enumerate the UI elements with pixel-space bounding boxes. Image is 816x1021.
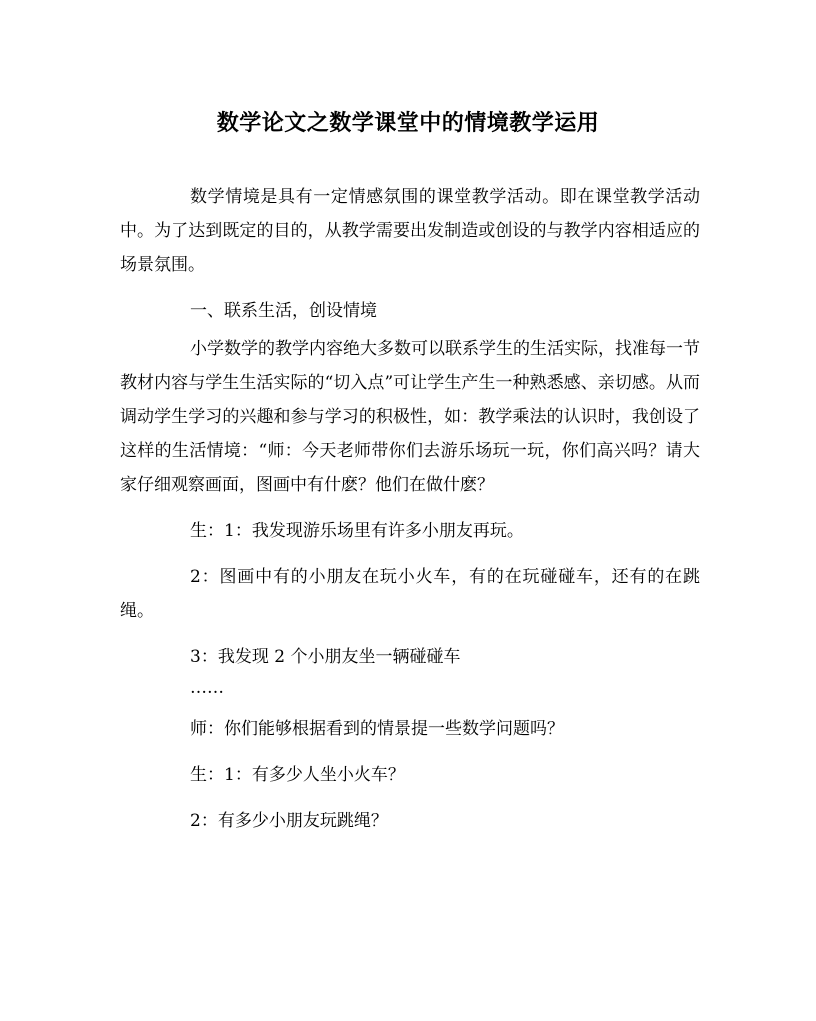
- section-heading-1: 一、联系生活，创设情境: [190, 301, 377, 321]
- dialogue-line-5: 生：1：有多少人坐小火车？: [190, 765, 405, 785]
- dialogue-line-4: 师：你们能够根据看到的情景提一些数学问题吗？: [190, 719, 564, 739]
- paragraph-section-1: 小学数学的教学内容绝大多数可以联系学生的生活实际，找准每一节教材内容与学生生活实际的“切入点”可让学生产生一种熟悉感、亲切感。从而调动学生学习的兴趣和参与学习的积极性，如：教学乘法的认识时，我创设了这样的生活情境：“师：今天老师带你们去游乐场玩一玩，你们高兴吗？请大家仔细观察画面，图画中有什麽？他们在做什麽？: [120, 339, 700, 495]
- paragraph-intro: 数学情境是具有一定情感氛围的课堂教学活动。即在课堂教学活动中。为了达到既定的目的，从教学需要出发制造或创设的与教学内容相适应的场景氛围。: [120, 187, 700, 275]
- dialogue-line-3: 3：我发现 2 个小朋友坐一辆碰碰车: [190, 647, 461, 667]
- dialogue-line-2: 2：图画中有的小朋友在玩小火车，有的在玩碰碰车，还有的在跳绳。: [120, 567, 700, 621]
- dialogue-line-6: 2：有多少小朋友玩跳绳？: [190, 811, 388, 831]
- ellipsis-line: ……: [190, 678, 224, 698]
- dialogue-line-1: 生：1：我发现游乐场里有许多小朋友再玩。: [190, 521, 524, 541]
- document-title: 数学论文之数学课堂中的情境教学运用: [216, 110, 600, 136]
- document-body: [120, 180, 700, 850]
